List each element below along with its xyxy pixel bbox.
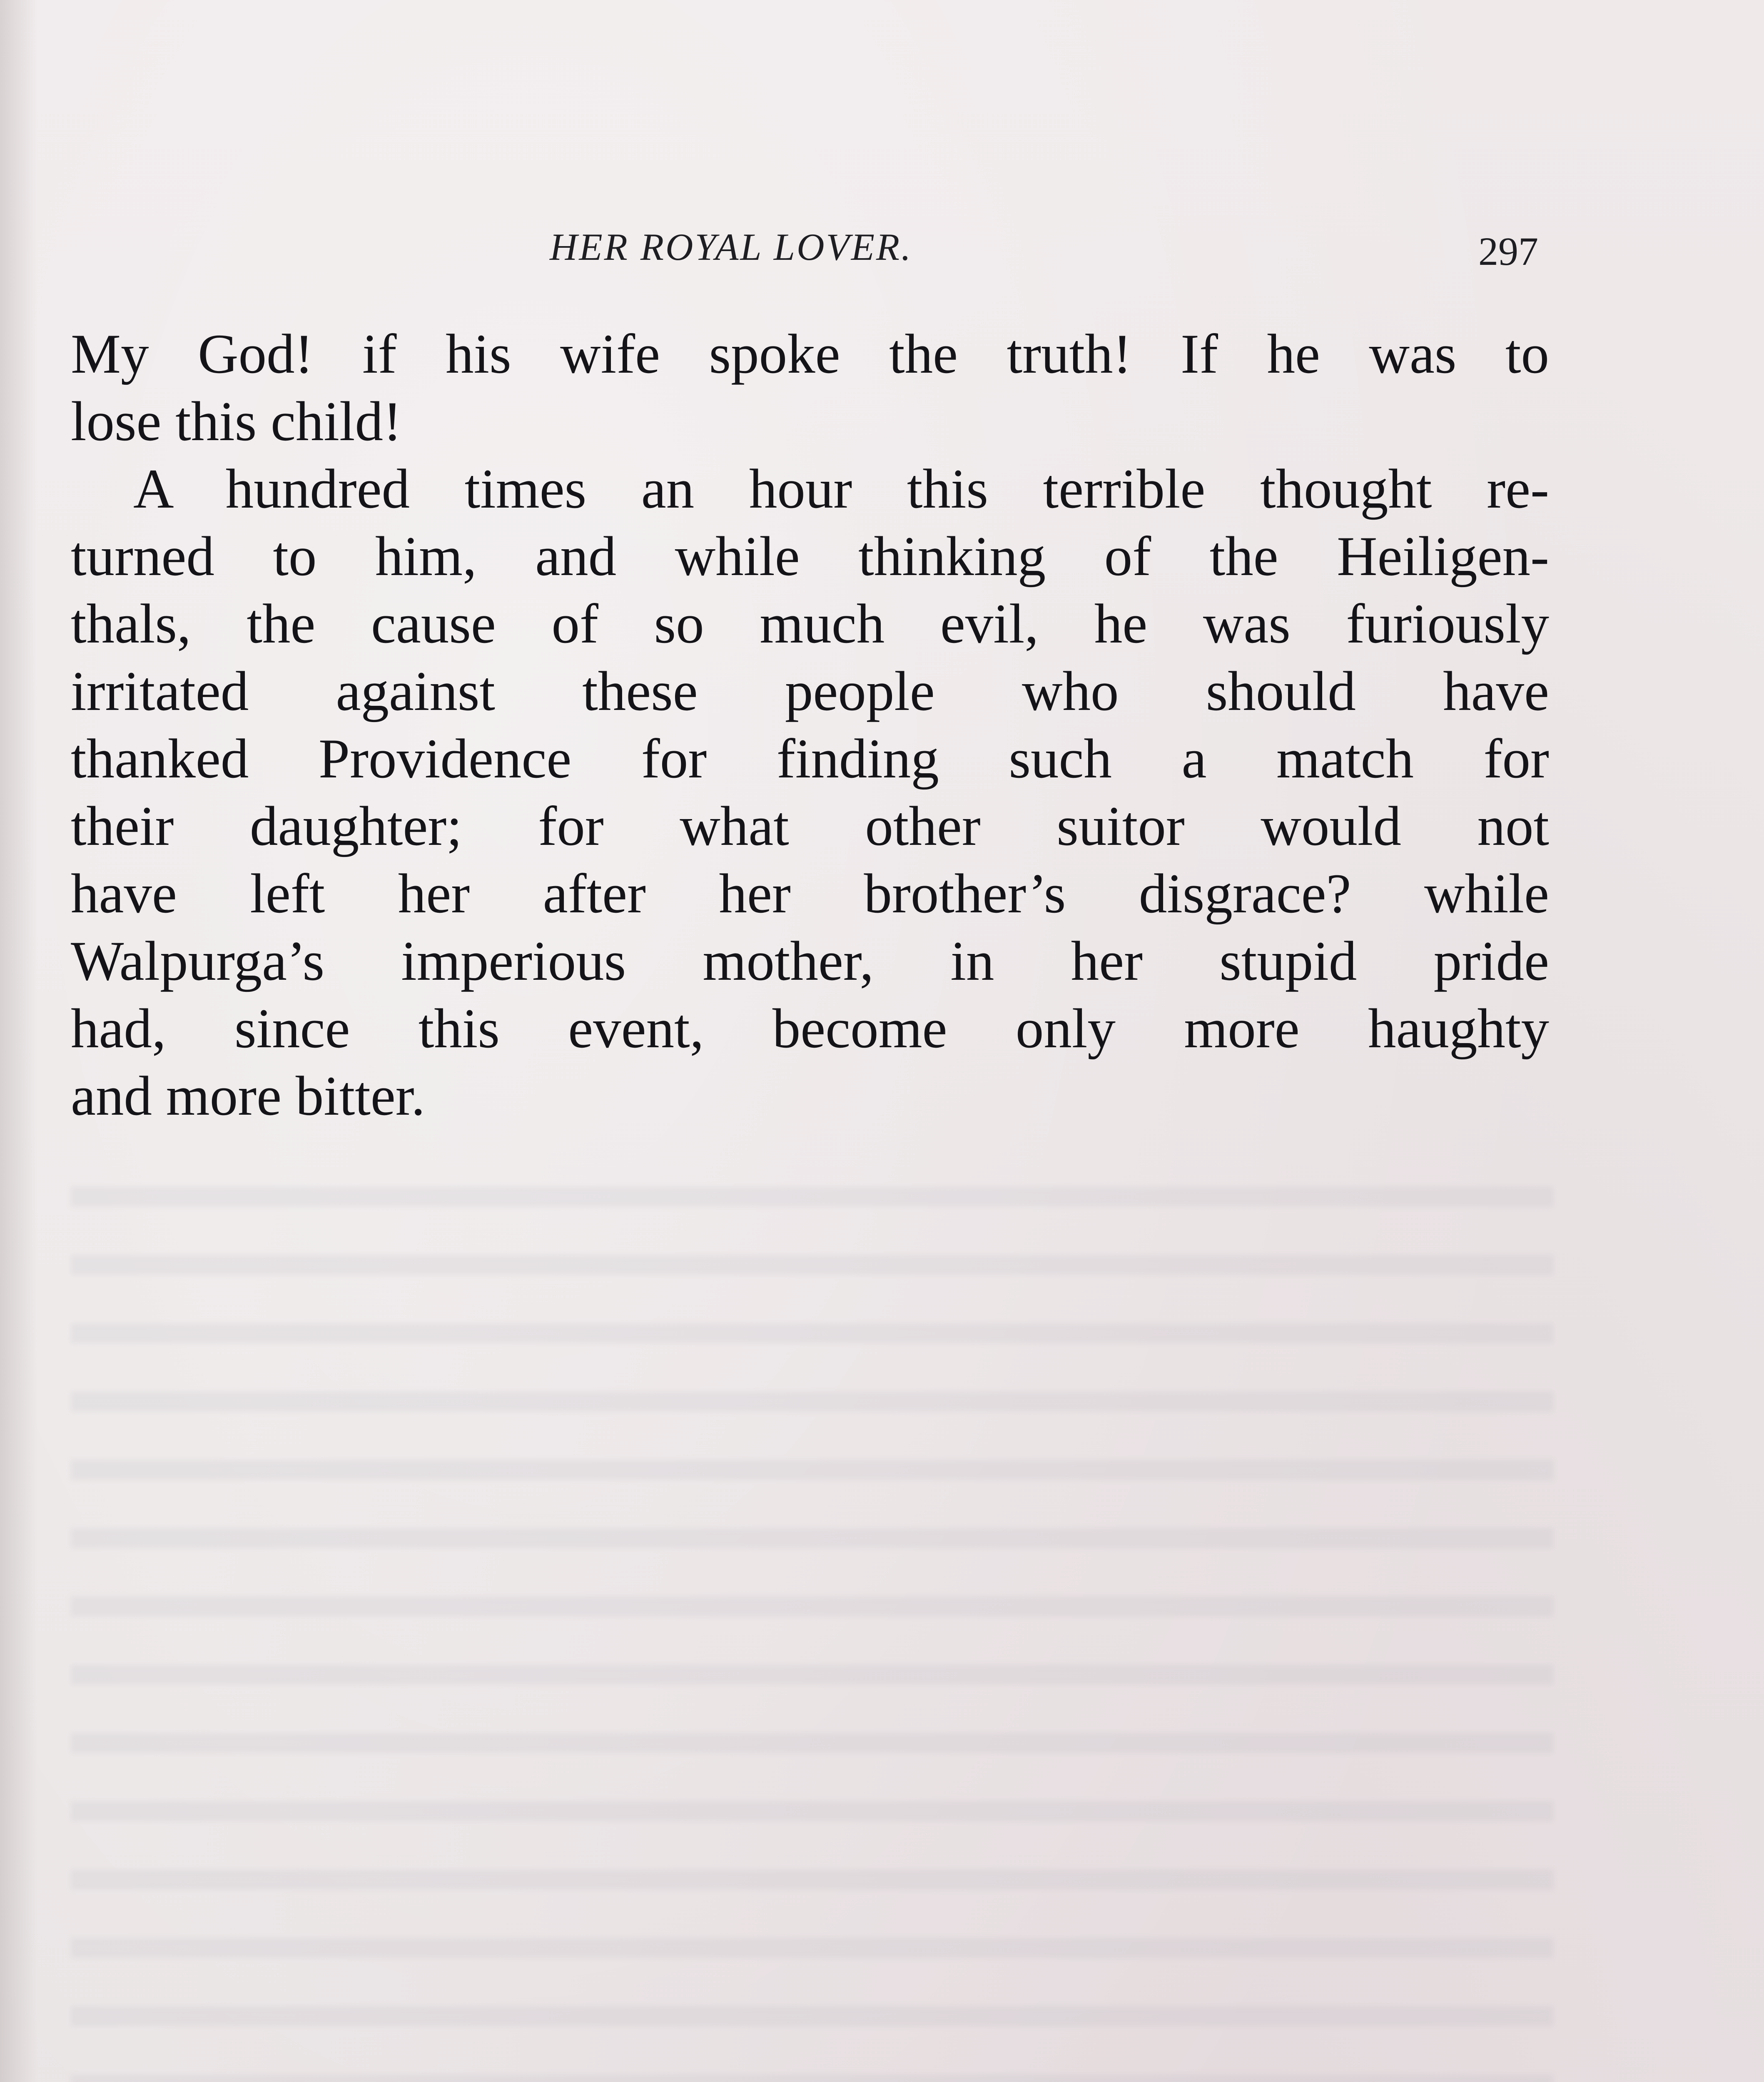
text-line: thanked Providence for finding such a match for xyxy=(71,728,1549,790)
text-line: their daughter; for what other suitor would not xyxy=(71,795,1549,857)
text-line: turned to him, and while thinking of the Heiligen- xyxy=(71,525,1549,588)
show-through-text-texture xyxy=(71,1158,1553,2082)
text-line: lose this child! xyxy=(71,391,402,453)
running-header-title: HER ROYAL LOVER. xyxy=(550,226,913,268)
text-line: Walpurga’s imperious mother, in her stupid pride xyxy=(71,930,1549,992)
paragraph-1 xyxy=(71,321,1549,456)
text-line: irritated against these people who should have xyxy=(71,660,1549,722)
text-line: A hundred times an hour this terrible thought re- xyxy=(133,458,1549,520)
body-text xyxy=(71,321,1549,1130)
text-line: My God! if his wife spoke the truth! If he was to xyxy=(71,323,1549,385)
text-line: and more bitter. xyxy=(71,1065,426,1127)
page-gutter-shadow xyxy=(0,0,37,2082)
paragraph-2 xyxy=(71,456,1549,1130)
text-line: thals, the cause of so much evil, he was furiously xyxy=(71,593,1549,655)
text-line: have left her after her brother’s disgrace? while xyxy=(71,863,1549,925)
text-line: had, since this event, become only more haughty xyxy=(71,998,1549,1060)
page-number: 297 xyxy=(1478,229,1538,274)
